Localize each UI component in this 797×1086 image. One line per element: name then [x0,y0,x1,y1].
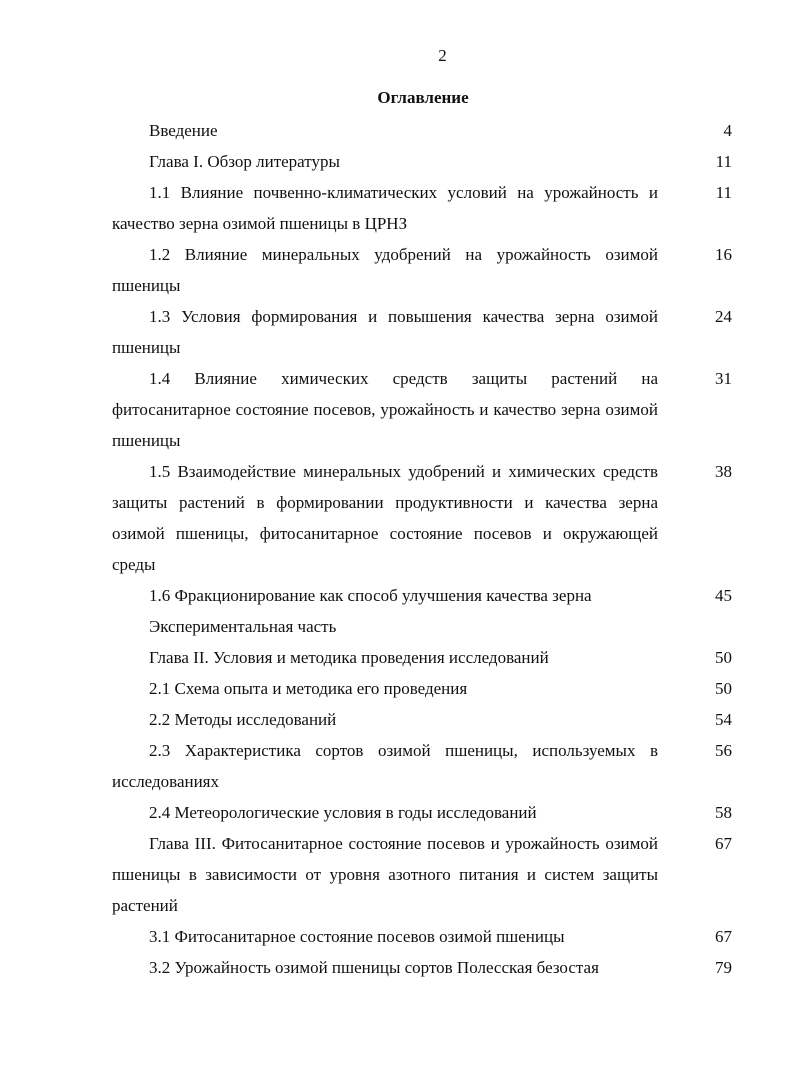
toc-entry-page: 67 [715,927,732,946]
toc-entry-experimental-part [112,611,732,642]
toc-entry-text: Глава I. Обзор литературы [149,152,340,171]
toc-entry-text: 1.5 Взаимодействие минеральных удобрений и химических средств защиты растений в формировании продуктивности и качества зерна озимой пшеницы, фитосанитарное состояние посевов и окружающей среды [112,462,658,574]
toc-entry-text: 1.6 Фракционирование как способ улучшения качества зерна [149,586,592,605]
toc-entry-introduction [112,115,732,146]
toc-entry-text: 2.4 Метеорологические условия в годы исследований [149,803,537,822]
toc-entry-text: Глава II. Условия и методика проведения исследований [149,648,549,667]
toc-entry-page: 58 [715,803,732,822]
toc-entry-chapter-3 [112,828,732,921]
toc-entry-2-1 [112,673,732,704]
toc-entry-text: 1.1 Влияние почвенно-климатических условий на урожайность и качество зерна озимой пшеницы в ЦРНЗ [112,183,658,233]
toc-entry-page: 50 [715,679,732,698]
toc-entry-page: 38 [715,462,732,481]
toc-entry-chapter-2 [112,642,732,673]
toc-entry-text: 3.1 Фитосанитарное состояние посевов озимой пшеницы [149,927,565,946]
toc-entry-text: 2.1 Схема опыта и методика его проведения [149,679,468,698]
toc-entry-text: Экспериментальная часть [149,617,337,636]
toc-entry-page: 31 [715,369,732,388]
toc-entry-text: 2.2 Методы исследований [149,710,337,729]
toc-entry-text: 3.2 Урожайность озимой пшеницы сортов Полесская безостая [149,958,599,977]
toc-entry-2-4 [112,797,732,828]
toc-entry-chapter-1 [112,146,732,177]
page-number: 2 [438,46,447,65]
toc-entry-page: 24 [715,307,732,326]
toc-entry-page: 4 [723,121,732,140]
toc-entry-text: 1.3 Условия формирования и повышения качества зерна озимой пшеницы [112,307,658,357]
toc-entry-page: 67 [715,834,732,853]
toc-entry-page: 16 [715,245,732,264]
toc-entry-1-1 [112,177,732,239]
toc-entry-3-1 [112,921,732,952]
toc-entry-3-2 [112,952,732,983]
toc-entry-page: 56 [715,741,732,760]
toc-entry-1-3 [112,301,732,363]
toc-entry-text: 1.2 Влияние минеральных удобрений на урожайность озимой пшеницы [112,245,658,295]
toc-entry-1-4 [112,363,732,456]
toc-entry-2-3 [112,735,732,797]
toc-entry-text: 1.4 Влияние химических средств защиты растений на фитосанитарное состояние посевов, урожайность и качество зерна озимой пшеницы [112,369,658,450]
toc-entry-page: 54 [715,710,732,729]
toc-entry-page: 50 [715,648,732,667]
table-of-contents [112,115,732,983]
toc-entry-text: 2.3 Характеристика сортов озимой пшеницы, используемых в исследованиях [112,741,658,791]
toc-entry-1-2 [112,239,732,301]
toc-entry-text: Введение [149,121,218,140]
toc-entry-text: Глава III. Фитосанитарное состояние посевов и урожайность озимой пшеницы в зависимости от уровня азотного питания и систем защиты растений [112,834,658,915]
toc-entry-page: 79 [715,958,732,977]
toc-entry-page: 11 [715,152,732,171]
toc-entry-1-5 [112,456,732,580]
toc-entry-page: 45 [715,586,732,605]
page-title: Оглавление [377,88,469,107]
toc-entry-1-6 [112,580,732,611]
toc-entry-2-2 [112,704,732,735]
toc-entry-page: 11 [715,183,732,202]
